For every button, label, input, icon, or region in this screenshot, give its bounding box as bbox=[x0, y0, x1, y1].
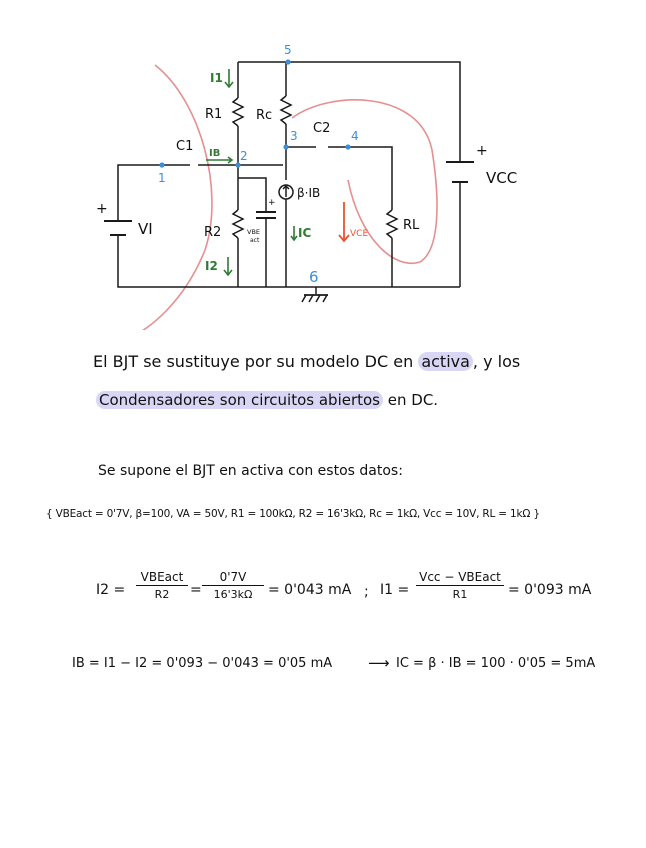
c2-label: C2 bbox=[313, 121, 331, 136]
rl-resistor bbox=[387, 210, 397, 238]
vcc-label: VCC bbox=[486, 169, 518, 187]
paragraph-capacitors bbox=[96, 391, 438, 409]
i1-arrow bbox=[225, 69, 233, 87]
i1-fraction bbox=[416, 570, 504, 601]
node-4-label: 4 bbox=[351, 129, 359, 143]
loop-curve bbox=[128, 65, 212, 330]
cap-plus: + bbox=[268, 198, 276, 208]
node-5-label: 5 bbox=[284, 43, 292, 57]
ic-arrow bbox=[291, 226, 297, 240]
i2-fraction bbox=[136, 570, 188, 601]
node-6-label: 6 bbox=[309, 268, 319, 286]
beta-ib-label: β·IB bbox=[297, 186, 321, 200]
vce-arrow bbox=[339, 202, 349, 241]
parameter-list: { VBEact = 0'7V, β=100, VA = 50V, R1 = 100kΩ, R2 = 16'3kΩ, Rc = 1kΩ, Vcc = 10V, RL = 1kΩ } bbox=[46, 508, 540, 520]
node-2-label: 2 bbox=[240, 149, 248, 163]
vi-label: VI bbox=[138, 220, 153, 238]
i1-result: = 0'093 mA bbox=[508, 582, 592, 598]
paragraph-assumption: Se supone el BJT en activa con estos datos: bbox=[98, 463, 403, 479]
ic-equation: IC = β · IB = 100 · 0'05 = 5mA bbox=[396, 656, 596, 671]
r2-resistor bbox=[233, 210, 243, 238]
i1-numerator: Vcc − VBEact bbox=[416, 570, 504, 586]
vce-label: VCE bbox=[350, 229, 369, 239]
node-1-label: 1 bbox=[158, 171, 166, 185]
r1-label: R1 bbox=[205, 107, 223, 122]
node-3-label: 3 bbox=[290, 129, 298, 143]
paragraph-model bbox=[93, 352, 520, 371]
rc-label: Rc bbox=[256, 108, 273, 123]
vi-wire-bottom bbox=[118, 236, 460, 287]
highlight-activa: activa bbox=[418, 352, 473, 371]
i2-denominator: R2 bbox=[154, 588, 170, 601]
i2-equals: = bbox=[190, 582, 202, 598]
line1-tail: , y los bbox=[472, 352, 521, 371]
i1-lhs: I1 = bbox=[380, 582, 410, 598]
r2-label: R2 bbox=[204, 225, 222, 240]
line2-tail: en DC. bbox=[383, 391, 439, 409]
arrow-icon: ⟶ bbox=[368, 654, 390, 672]
vi-plus: + bbox=[96, 201, 108, 217]
c1-label: C1 bbox=[176, 139, 194, 154]
i1-label: I1 bbox=[210, 71, 223, 85]
vcc-plus: + bbox=[476, 143, 488, 159]
ib-label: IB bbox=[209, 148, 221, 159]
i2-arrow bbox=[224, 257, 232, 275]
i2-numerator-value: 0'7V bbox=[202, 570, 264, 586]
vbe-label-top: VBE bbox=[247, 228, 261, 236]
i2-label: I2 bbox=[205, 259, 218, 273]
i1-denominator: R1 bbox=[452, 588, 468, 601]
bjt-dc-circuit-diagram bbox=[0, 0, 646, 330]
rc-resistor bbox=[281, 96, 291, 124]
vbe-label-bottom: act bbox=[250, 237, 260, 244]
ic-label: IC bbox=[298, 226, 312, 240]
line1-text: El BJT se sustituye por su modelo DC en bbox=[93, 352, 419, 371]
i2-result: = 0'043 mA bbox=[268, 582, 352, 598]
i2-numerator: VBEact bbox=[136, 570, 188, 586]
r1-resistor bbox=[233, 98, 243, 126]
i2-fraction-values bbox=[202, 570, 264, 601]
highlight-capacitors: Condensadores son circuitos abiertos bbox=[96, 391, 383, 409]
i2-denominator-value: 16'3kΩ bbox=[213, 588, 253, 601]
vi-wire bbox=[118, 165, 183, 220]
i2-lhs: I2 = bbox=[96, 582, 126, 598]
rl-label: RL bbox=[403, 218, 420, 233]
equation-separator: ; bbox=[364, 584, 369, 600]
ib-equation: IB = I1 − I2 = 0'093 − 0'043 = 0'05 mA bbox=[72, 656, 333, 671]
